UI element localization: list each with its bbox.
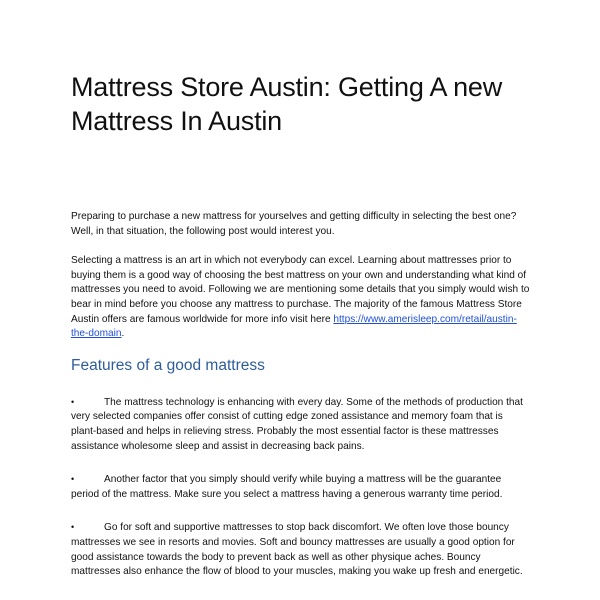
bullet-icon: • (71, 474, 75, 485)
selection-paragraph-text: Selecting a mattress is an art in which not everybody can excel. Learning about mattresses prior to buying them is a good way of choosing the best mattress on your own and understanding what kind of mattresses you need to avoid. Following we are mentioning some details that you simply would wish to bear in mind before you choose any mattress to purchase. The majority of the famous Mattress Store Austin offers are famous worldwide for more info visit here (71, 255, 530, 325)
intro-paragraph: Preparing to purchase a new mattress for yourselves and getting difficulty in selecting the best one? Well, in that situation, the following post would interest you. (71, 211, 517, 237)
features-heading: Features of a good mattress (71, 356, 265, 374)
bullet-item-soft-supportive (71, 520, 530, 579)
bullet-icon: • (71, 396, 75, 407)
bullet-item-technology (71, 395, 530, 454)
bullet-icon: • (71, 522, 75, 533)
bullet-item-guarantee (71, 472, 530, 502)
selection-paragraph (71, 254, 530, 342)
bullet-text: Go for soft and supportive mattresses to stop back discomfort. We often love those bouncy mattresses we see in resorts and movies. Soft and bouncy mattresses are usually a good option for good assistance towards the body to prevent back as well as other physique aches. Bouncy mattresses also enhance the flow of blood to your muscles, making you wake up fresh and energetic. (71, 522, 523, 578)
selection-paragraph-end: . (121, 328, 125, 340)
document-title: Mattress Store Austin: Getting A new Mattress In Austin (71, 72, 503, 136)
bullet-text: The mattress technology is enhancing with every day. Some of the methods of production that very selected companies offer consist of cutting edge zoned assistance and memory foam that is plant-based and helps in relieving stress. Probably the most essential factor is these mattresses assistance wholesome sleep and assist in decreasing back pains. (71, 396, 523, 452)
amerisleep-link[interactable]: https://www.amerisleep.com/retail/austin-the-domain (71, 313, 517, 340)
bullet-text: Another factor that you simply should verify while buying a mattress will be the guarantee period of the mattress. Make sure you select a mattress having a generous warranty time period. (71, 474, 503, 500)
